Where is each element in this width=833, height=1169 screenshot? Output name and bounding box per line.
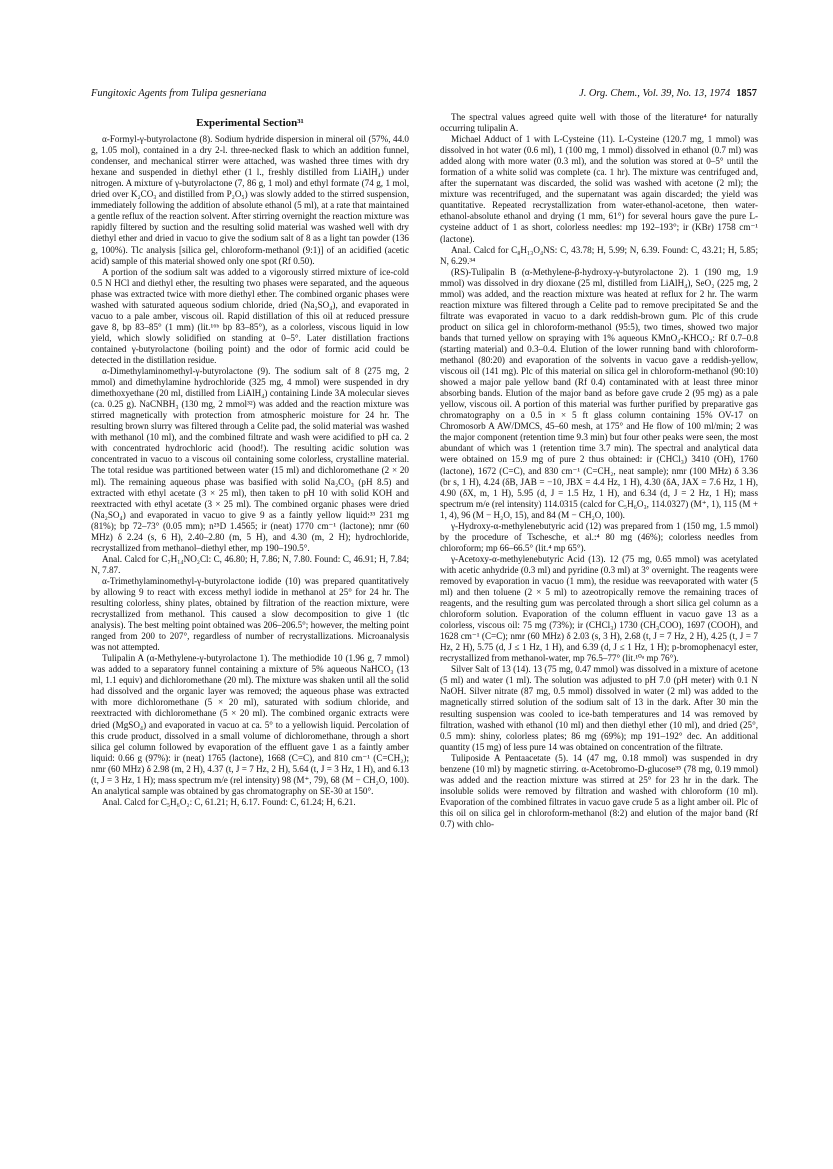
paragraph: α-Formyl-γ-butyrolactone (8). Sodium hydride dispersion in mineral oil (57%, 44.0 g, 1.05 mol), contained in a dry 2-l. three-necked flask to which an addition funnel, condenser, and mechanical stirrer were attached, was washed three times with dry hexane and suspended in diethyl ether (1 l., freshly distilled from LiAlH₄) under nitrogen. A mixture of γ-butyrolactone (7, 86 g, 1 mol) and ethyl formate (74 g, 1 mol, dried over K₂CO₃ and distilled from P₂O₅) was slowly added to the stirred suspension, immediately following the addition of absolute ethanol (5 ml), at a rate that maintained a gentle reflux of the reaction solvent. After stirring overnight the reaction mixture was rapidly filtered by suction and the resulting solid material was washed well with dry diethyl ether and dried in vacuo to give the sodium salt of 8 as a light tan powder (136 g, 100%). Tlc analysis [silica gel, chloroform-methanol (9:1)] of an acidified (acetic acid) sample of this material showed only one spot (Rf 0.50). xyxy=(91,134,409,266)
paragraph: A portion of the sodium salt was added to a vigorously stirred mixture of ice-cold 0.5 N HCl and diethyl ether, the resulting two phases were separated, and the aqueous phase was extracted twice with more diethyl ether. The combined organic phases were washed with saturated aqueous sodium chloride, dried (Na₂SO₄), and evaporated in vacuo to a pale amber, viscous oil. Rapid distillation of this oil at reduced pressure gave 8, bp 83–85° (1 mm) (lit.¹⁶ᵇ bp 83–85°), as a colorless, viscous liquid in low yield, which slowly solidified on standing at 0–5°. Later distillation fractions contained γ-butyrolactone (boiling point) and the odor of formic acid could be detected in the distillation residue. xyxy=(91,266,409,365)
paragraph: Anal. Calcd for C₇H₁₄NO₂Cl: C, 46.80; H, 7.86; N, 7.80. Found: C, 46.91; H, 7.84; N, 7.87. xyxy=(91,553,409,575)
section-title: Experimental Section³¹ xyxy=(196,117,304,129)
paragraph: Anal. Calcd for C₈H₁₃O₄NS: C, 43.78; H, 5.99; N, 6.39. Found: C, 43.21; H, 5.85; N, 6.29.³⁴ xyxy=(440,244,758,266)
paragraph: γ-Hydroxy-α-methylenebutyric acid (12) was prepared from 1 (150 mg, 1.5 mmol) by the procedure of Tschesche, et al.:⁴ 80 mg (46%); colorless needles from chloroform; mp 66–66.5° (lit.⁴ mp 65°). xyxy=(440,520,758,553)
paragraph: Anal. Calcd for C₅H₆O₂: C, 61.21; H, 6.17. Found: C, 61.24; H, 6.21. xyxy=(102,796,356,807)
paragraph: α-Trimethylaminomethyl-γ-butyrolactone iodide (10) was prepared quantitatively by allowing 9 to react with excess methyl iodide in methanol at 25° for 24 hr. The resulting colorless, shiny plates, obtained by filtration of the reaction mixture, were recrystallized from methanol. This caused a slow decomposition to give 1 (tlc analysis). The best melting point obtained was 206–206.5°; however, the melting point ranged from 200 to 207°, regardless of number of recrystallizations. Microanalysis was not attempted. xyxy=(91,575,409,653)
running-title: Fungitoxic Agents from Tulipa gesneriana xyxy=(91,88,267,99)
left-column xyxy=(91,112,409,1142)
right-column xyxy=(440,112,758,1142)
paragraph: Tulipalin A (α-Methylene-γ-butyrolactone 1). The methiodide 10 (1.96 g, 7 mmol) was added to a separatory funnel containing a mixture of 5% aqueous NaHCO₃ (13 ml, 1.1 equiv) and dichloromethane (20 ml). The mixture was shaken until all the solid had dissolved and the organic layer was removed; the aqueous phase was extracted with more dichloromethane (5 × 20 ml), saturated with sodium chloride, and reextracted with dichloromethane (5 × 20 ml). The combined organic extracts were dried (MgSO₄) and evaporated in vacuo at ca. 5° to a yellowish liquid. Percolation of this crude product, dissolved in a small volume of dichloromethane, through a short silica gel column followed by evaporation of the effluent gave 1 as a faintly amber liquid: 0.66 g (97%): ir (neat) 1765 (lactone), 1668 (C=C), and 810 cm⁻¹ (C=CH₂); nmr (60 MHz) δ 2.98 (m, 2 H), 4.37 (t, J = 7 Hz, 2 H), 5.64 (t, J = 3 Hz, 1 H), and 6.13 (t, J = 3 Hz, 1 H); mass spectrum m/e (rel intensity) 98 (M⁺, 79), 68 (M − CH₂O, 100). An analytical sample was obtained by gas chromatography on SE-30 at 150°. xyxy=(91,653,409,796)
paragraph: The spectral values agreed quite well with those of the literature⁴ for naturally occurring tulipalin A. xyxy=(440,112,758,134)
paragraph: Silver Salt of 13 (14). 13 (75 mg, 0.47 mmol) was dissolved in a mixture of acetone (5 ml) and water (1 ml). The solution was adjusted to pH 7.0 (pH meter) with 0.1 N NaOH. Silver nitrate (87 mg, 0.5 mmol) dissolved in water (2 ml) was added to the magnetically stirred solution of the sodium salt of 13 in the dark. After 30 min the resulting suspension was cooled to ice-bath temperatures and 14 was removed by filtration, washed with ethanol (10 ml) and then diethyl ether (10 ml), and dried (25°, 0.5 mm): shiny, colorless plates; 86 mg (69%); mp 191–192° dec. An additional quantity (15 mg) of less pure 14 was obtained on concentration of the filtrate. xyxy=(440,664,758,752)
page-number: 1857 xyxy=(736,88,757,99)
journal-citation xyxy=(579,88,757,99)
journal-name: J. Org. Chem., Vol. 39, No. 13, 1974 xyxy=(579,88,731,99)
paragraph: (RS)-Tulipalin B (α-Methylene-β-hydroxy-γ-butyrolactone 2). 1 (190 mg, 1.9 mmol) was dissolved in dry dioxane (25 ml, distilled from LiAlH₄), SeO₂ (225 mg, 2 mmol) was added, and the reaction mixture was heated at reflux for 2 hr. The warm reaction mixture was filtered through a Celite pad to remove precipitated Se and the filtrate was evaporated in vacuo to a dark reddish-brown gum. Plc of this crude product on silica gel in chloroform-methanol (95:5), two times, showed two major bands that turned yellow on spraying with 1% aqueous KMnO₄-KHCO₃: Rf 0.7–0.8 (starting material) and 0.3–0.4. Elution of the lower running band with chloroform-methanol (80:20) and evaporation of the solvents in vacuo gave a reddish-yellow, viscous oil (141 mg). Plc of this material on silica gel in chloroform-methanol (90:10) showed a major pale yellow band (Rf 0.4) contaminated with at least three minor absorbing bands. Elution of the major band as before gave crude 2 (95 mg) as a pale yellow, viscous oil. A portion of this material was further purified by preparative gas chromatography on a 0.5 in × 5 ft glass column containing 15% OV-17 on Chromosorb A AW/DMCS, 45–60 mesh, at 175° and He flow of 100 ml/min; 2 was the major component (retention time 9.3 min) but four other peaks were seen, the most abundant of which was 1 (retention time 3.7 min). The spectral and analytical data were obtained on 15.9 mg of pure 2 thus obtained: ir (CHCl₃) 3410 (OH), 1760 (lactone), 1672 (C=C), and 830 cm⁻¹ (C=CH₂, neat sample); nmr (100 MHz) δ 3.36 (br s, 1 H), 4.24 (δB, JAB = −10, JBX = 4.4 Hz, 1 H), 4.30 (δA, JAX = 7.6 Hz, 1 H), 4.90 (δX, m, 1 H), 5.95 (d, J = 1.5 Hz, 1 H), and 6.34 (d, J = 2 Hz, 1 H); mass spectrum m/e (rel intensity) 114.0315 (calcd for C₅H₆O₃, 114.0327) (M⁺, 1), 115 (M + 1, 4), 96 (M − H₂O, 15), and 84 (M − CH₂O, 100). xyxy=(440,266,758,520)
running-header xyxy=(91,88,757,104)
paragraph: γ-Acetoxy-α-methylenebutyric Acid (13). 12 (75 mg, 0.65 mmol) was acetylated with acetic anhydride (0.3 ml) and pyridine (0.3 ml) at 3° overnight. The reagents were removed by evaporation in vacuo (1 mm), the residue was reevaporated with water (5 ml) and then toluene (2 × 5 ml) to azeotropically remove the remaining traces of reagents, and the resulting gum was percolated through a short silica gel column as a chloroform solution. Evaporation of the column effluent in vacuo gave 13 as a colorless, viscous oil: 75 mg (73%); ir (CHCl₃) 1730 (CH₃COO), 1697 (COOH), and 1628 cm⁻¹ (C=C); nmr (60 MHz) δ 2.03 (s, 3 H), 2.68 (t, J = 7 Hz, 2 H), 4.25 (t, J = 7 Hz, 2 H), 5.75 (d, J ≤ 1 Hz, 1 H), and 6.39 (d, J ≤ 1 Hz, 1 H); p-bromophenacyl ester, recrystallized from methanol-water, mp 76.5–77° (lit.¹⁰ᵃ mp 76°). xyxy=(440,553,758,664)
paragraph: Michael Adduct of 1 with L-Cysteine (11). L-Cysteine (120.7 mg, 1 mmol) was dissolved in hot water (0.6 ml), 1 (100 mg, 1 mmol) dissolved in ethanol (0.7 ml) was added along with more water (0.3 ml), and the solution was stored at 0–5° until the formation of a white solid was complete (ca. 1 hr). The mixture was centrifuged and, after the supernatant was discarded, the solid was washed with acetone (2 ml); the mixture was recentrifuged, and the supernatant was again discarded; the yield was quantitative. Repeated recrystallization from water-ethanol-acetone, then water-ethanol-absolute ethanol and drying (1 mm, 61°) for several hours gave the pure L-cysteine adduct of 1 as short, colorless needles: mp 192–193°; ir (KBr) 1758 cm⁻¹ (lactone). xyxy=(440,134,758,244)
paragraph: Tuliposide A Pentaacetate (5). 14 (47 mg, 0.18 mmol) was suspended in dry benzene (10 ml) by magnetic stirring. α-Acetobromo-D-glucose³⁵ (78 mg, 0.19 mmol) was added and the reaction mixture was stirred at 25° for 23 hr in the dark. The insoluble solids were removed by filtration and washed with chloroform (10 ml). Evaporation of the combined filtrates in vacuo gave crude 5 as a light amber oil. Plc of this oil on silica gel in chloroform-methanol (8:2) and elution of the major band (Rf 0.7) with chlo- xyxy=(440,752,758,829)
paragraph: α-Dimethylaminomethyl-γ-butyrolactone (9). The sodium salt of 8 (275 mg, 2 mmol) and dimethylamine hydrochloride (325 mg, 4 mmol) were suspended in dry dimethoxyethane (20 ml, distilled from LiAlH₄) containing Linde 3A molecular sieves (ca. 0.25 g). NaCNBH₃ (130 mg, 2 mmol³²) was added and the reaction mixture was stirred magnetically with protection from atmospheric moisture for 24 hr. The resulting brown slurry was filtered through a Celite pad, the solid material was washed with methanol (10 ml), and the combined filtrate and wash were acidified to pH ca. 2 with concentrated hydrochloric acid (hood!). The resulting acidic solution was concentrated in vacuo to a viscous oil containing some colorless, crystalline material. The total residue was partitioned between water (15 ml) and dichloromethane (2 × 20 ml). The remaining aqueous phase was basified with solid Na₂CO₃ (pH 8.5) and extracted with ethyl acetate (3 × 25 ml), then taken to pH 10 with solid KOH and reextracted with ethyl acetate (3 × 25 ml). The combined organic phases were dried (Na₂SO₄) and evaporated in vacuo to give 9 as a faintly yellow liquid:³³ 231 mg (81%); bp 72–73° (0.05 mm); n²⁵D 1.4565; ir (neat) 1770 cm⁻¹ (lactone); nmr (60 MHz) δ 2.24 (s, 6 H), 2.40–2.80 (m, 5 H), and 4.30 (m, 2 H); hydrochloride, recrystallized from methanol–diethyl ether, mp 190–190.5°. xyxy=(91,366,409,553)
